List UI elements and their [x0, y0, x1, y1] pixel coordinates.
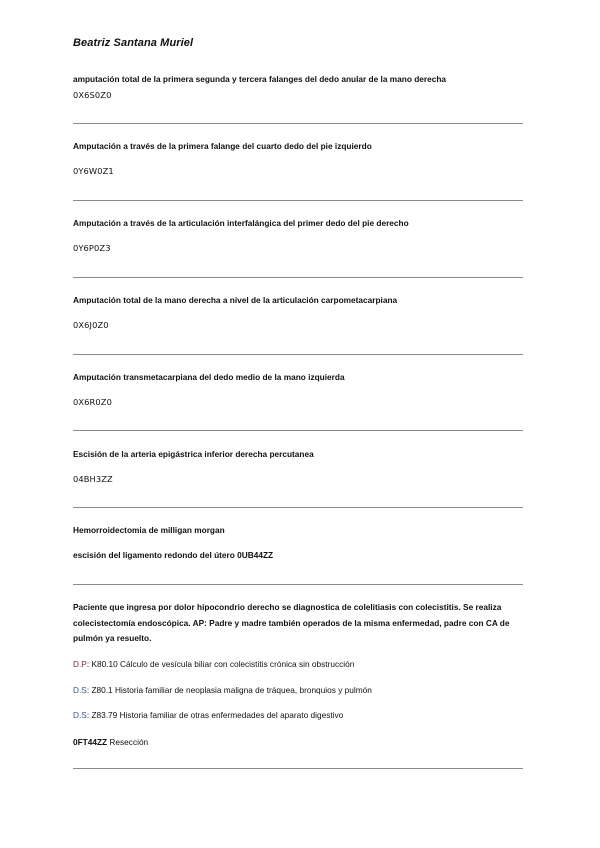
divider [73, 200, 523, 201]
ds-text: : Z80.1 Historia familiar de neoplasia maligna de tráquea, bronquios y pulmón [86, 685, 372, 695]
proc-code: 0FT44ZZ [73, 737, 108, 747]
procedure-code: 0X6J0Z0 [73, 320, 109, 330]
procedure-title: Escisión de la arteria epigástrica inferior derecha percutanea [73, 449, 314, 459]
author-name: Beatriz Santana Muriel [73, 37, 194, 49]
procedure-line: escisión del ligamento redondo del útero 0UB44ZZ [73, 550, 274, 560]
divider [73, 277, 523, 278]
divider [73, 354, 523, 355]
procedure-title: Amputación total de la mano derecha a nivel de la articulación carpometacarpiana [73, 295, 398, 305]
procedure-title: Amputación a través de la primera falange del cuarto dedo del pie izquierdo [73, 141, 372, 151]
procedure-title: Hemorroidectomia de milligan morgan [73, 525, 225, 535]
procedure-title: Amputación a través de la articulación interfalángica del primer dedo del pie derecho [73, 218, 409, 228]
case-paragraph: Paciente que ingresa por dolor hipocondrio derecho se diagnostica de colelitiasis con colecistitis. Se realiza colecistectomía endoscópica. AP: Padre y madre también operados de la misma enfermedad, padre con CA de pulmón ya resuelto. [73, 602, 510, 643]
procedure-code: 0X6S0Z0 [73, 90, 112, 100]
primary-diagnosis [73, 659, 354, 669]
dp-label: D.P [73, 659, 87, 669]
procedure-code: 0Y6W0Z1 [73, 166, 114, 176]
proc-text: Resección [107, 737, 149, 747]
secondary-diagnosis [73, 685, 372, 695]
divider [73, 768, 523, 769]
ds-label: D.S [73, 685, 87, 695]
divider [73, 430, 523, 431]
procedure-title: Amputación transmetacarpiana del dedo medio de la mano izquierda [73, 372, 345, 382]
procedure-title: amputación total de la primera segunda y tercera falanges del dedo anular de la mano derecha [73, 74, 447, 84]
ds-label: D.S [73, 710, 87, 720]
secondary-diagnosis [73, 710, 343, 720]
procedure-code: 0Y6P0Z3 [73, 243, 111, 253]
divider [73, 123, 523, 124]
ds-text: : Z83.79 Historia familiar de otras enfermedades del aparato digestivo [86, 710, 344, 720]
procedure-code: 04BH3ZZ [73, 474, 113, 484]
dp-text: : K80.10 Cálculo de vesícula biliar con colecistitis crónica sin obstrucción [86, 659, 355, 669]
divider [73, 584, 523, 585]
procedure-code-line [73, 737, 148, 747]
procedure-code: 0X6R0Z0 [73, 397, 112, 407]
divider [73, 507, 523, 508]
